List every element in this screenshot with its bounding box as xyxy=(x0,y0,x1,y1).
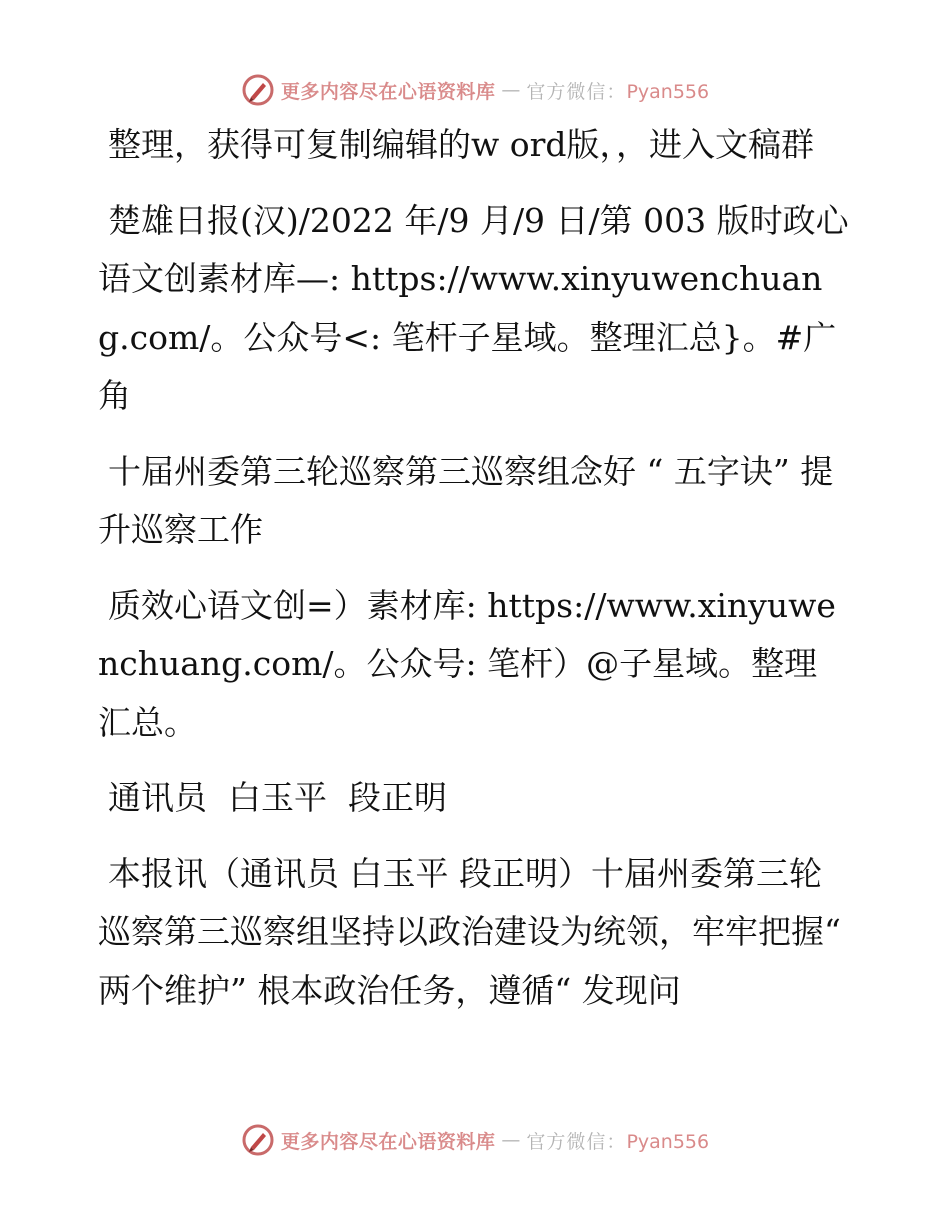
paragraph-text: 楚雄日报(汉)/2022 年/9 月/9 日/第 003 版时政心语文创素材库—: https://www.xinyuwenchuang.com/。公众号<: 笔杆子星域。整理汇总}。#广角 xyxy=(98,200,849,415)
footer-watermark xyxy=(0,1120,950,1160)
watermark-contact-id: Pyan556 xyxy=(626,1130,710,1153)
paragraph-text: 质效心语文创=）素材库: https://www.xinyuwenchuang.com/。公众号: 笔杆）@子星域。整理汇总。 xyxy=(98,585,836,742)
watermark-contact-label: 官方微信： xyxy=(526,1130,627,1153)
paragraph-text: 本报讯（通讯员 白玉平 段正明）十届州委第三轮巡察第三巡察组坚持以政治建设为统领，牢牢把握“ 两个维护” 根本政治任务，遵循“ 发现问 xyxy=(98,853,852,1010)
watermark-separator: — xyxy=(501,1129,521,1151)
pen-logo-icon xyxy=(241,73,275,107)
document-body xyxy=(98,116,850,1037)
watermark-contact-label: 官方微信： xyxy=(526,80,627,103)
header-watermark xyxy=(0,70,950,110)
pen-logo-icon xyxy=(241,1123,275,1157)
paragraph-text: 整理，获得可复制编辑的w ord版，，进入文稿群 xyxy=(108,125,815,164)
watermark-brand-text: 更多内容尽在心语资料库 xyxy=(280,1130,496,1153)
watermark-contact xyxy=(526,1127,709,1154)
paragraph xyxy=(98,769,850,828)
watermark-brand-text: 更多内容尽在心语资料库 xyxy=(280,80,496,103)
paragraph xyxy=(98,845,850,1021)
paragraph-text: 十届州委第三轮巡察第三巡察组念好 “ 五字诀” 提升巡察工作 xyxy=(98,451,834,549)
watermark-separator: — xyxy=(501,79,521,101)
paragraph xyxy=(98,443,850,560)
paragraph xyxy=(98,192,850,426)
watermark-contact xyxy=(526,77,709,104)
paragraph xyxy=(98,116,850,175)
paragraph xyxy=(98,577,850,753)
watermark-contact-id: Pyan556 xyxy=(626,80,710,103)
paragraph-text: 通讯员 白玉平 段正明 xyxy=(108,778,447,817)
